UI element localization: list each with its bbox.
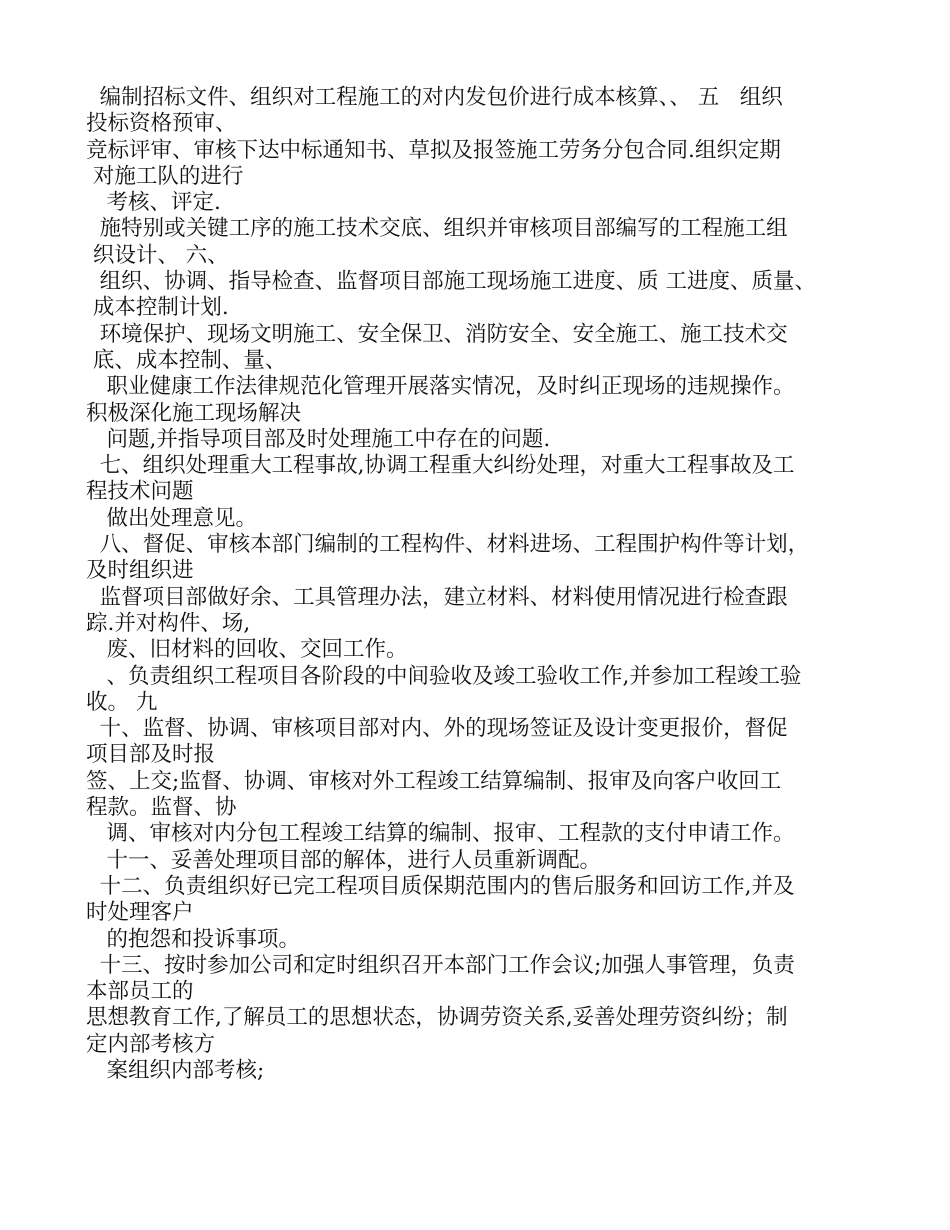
text-line: 竞标评审、审核下达中标通知书、草拟及报签施工劳务分包合同.组织定期 — [86, 137, 781, 163]
document-body-text — [86, 85, 876, 1084]
text-line: 对施工队的进行 — [86, 163, 244, 189]
text-line: 签、上交;监督、协调、审核对外工程竣工结算编制、报审及向客户收回工 — [86, 768, 782, 794]
text-line: 踪.并对构件、场, — [86, 610, 251, 636]
text-line: 时处理客户 — [86, 900, 194, 926]
text-line: 程技术问题 — [86, 479, 194, 505]
text-line: 思想教育工作,了解员工的思想状态，协调劳资关系,妥善处理劳资纠纷；制 — [86, 1005, 788, 1031]
text-line: 做出处理意见。 — [86, 505, 258, 531]
text-line: 调、审核对内分包工程竣工结算的编制、报审、工程款的支付申请工作。 — [86, 821, 795, 847]
text-line: 的抱怨和投诉事项。 — [86, 926, 301, 952]
text-line: 程款。监督、协 — [86, 795, 237, 821]
text-line: 组织、协调、指导检查、监督项目部施工现场施工进度、质 工进度、质量、 — [86, 269, 817, 295]
text-line: 案组织内部考核; — [86, 1057, 265, 1083]
text-line: 成本控制计划. — [86, 295, 229, 321]
text-line: 十二、负责组织好已完工程项目质保期范围内的售后服务和回访工作,并及 — [86, 873, 795, 899]
text-line: 底、成本控制、量、 — [86, 347, 287, 373]
text-line: 十三、按时参加公司和定时组织召开本部门工作会议;加强人事管理，负责 — [86, 952, 795, 978]
text-line: 问题,并指导项目部及时处理施工中存在的问题. — [86, 426, 551, 452]
text-line: 监督项目部做好余、工具管理办法，建立材料、材料使用情况进行检查跟 — [86, 584, 788, 610]
text-line: 七、组织处理重大工程事故,协调工程重大纠纷处理，对重大工程事故及工 — [86, 453, 795, 479]
text-line: 织设计、 六、 — [86, 242, 229, 268]
text-line: 十一、妥善处理项目部的解体，进行人员重新调配。 — [86, 847, 602, 873]
text-line: 职业健康工作法律规范化管理开展落实情况，及时纠正现场的违规操作。 — [86, 374, 795, 400]
text-line: 考核、评定. — [86, 190, 221, 216]
text-line: 定内部考核方 — [86, 1031, 216, 1057]
text-line: 收。 九 — [86, 689, 158, 715]
text-line: 施特别或关键工序的施工技术交底、组织并审核项目部编写的工程施工组 — [86, 216, 788, 242]
text-line: 十、监督、协调、审核项目部对内、外的现场签证及设计变更报价，督促 — [86, 716, 788, 742]
text-line: 八、督促、审核本部门编制的工程构件、材料进场、工程围护构件等计划， — [86, 532, 810, 558]
text-line: 编制招标文件、组织对工程施工的对内发包价进行成本核算、、 五 组织 — [86, 85, 783, 110]
text-line: 及时组织进 — [86, 558, 194, 584]
text-line: 废、旧材料的回收、交回工作。 — [86, 637, 408, 663]
text-line: 投标资格预审、 — [86, 111, 237, 137]
text-line: 本部员工的 — [86, 979, 194, 1005]
text-line: 积极深化施工现场解决 — [86, 400, 302, 426]
text-line: 项目部及时报 — [86, 742, 216, 768]
text-line: 环境保护、现场文明施工、安全保卫、消防安全、安全施工、施工技术交 — [86, 321, 788, 347]
text-line: 、负责组织工程项目各阶段的中间验收及竣工验收工作,并参加工程竣工验 — [86, 663, 802, 689]
